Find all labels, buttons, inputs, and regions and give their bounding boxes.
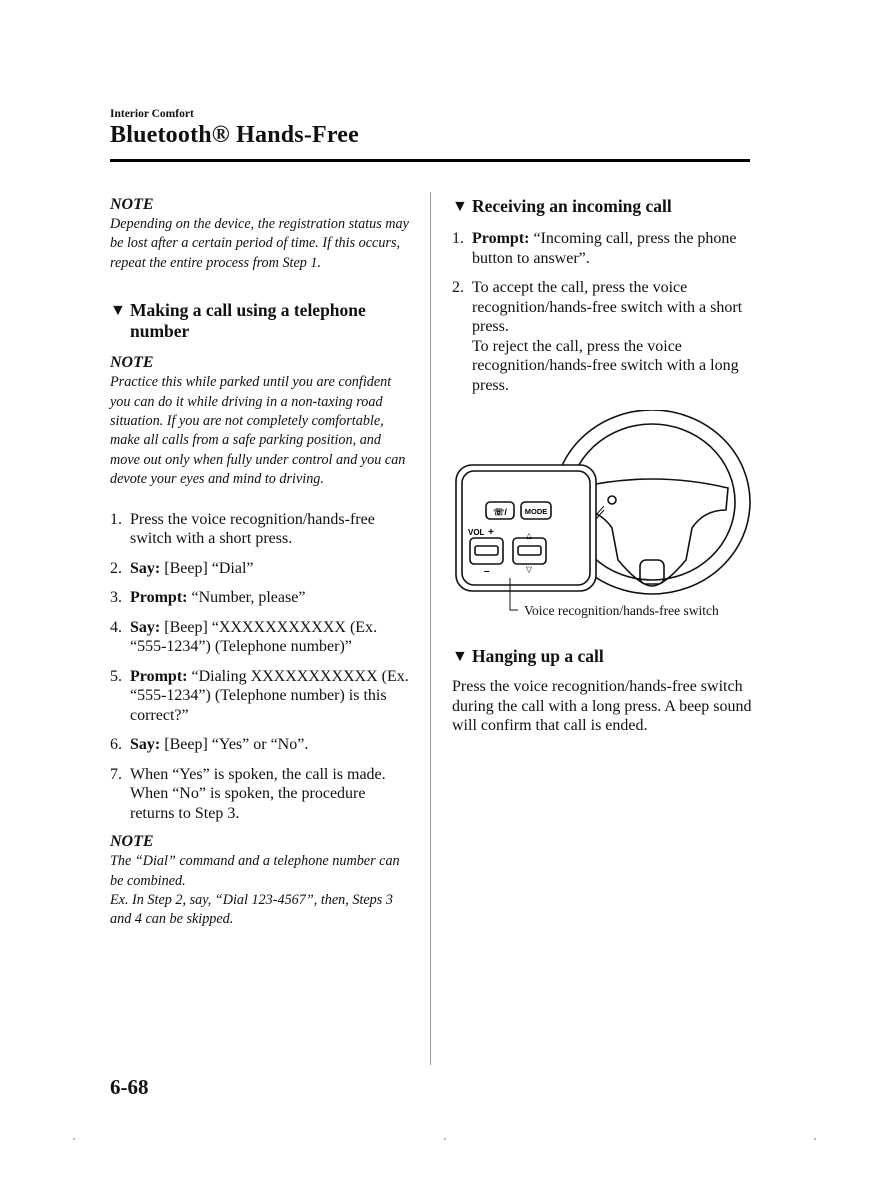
vol-plus-label: +: [488, 527, 494, 538]
heading-text: Receiving an incoming call: [472, 196, 672, 216]
page-title: Bluetooth® Hands-Free: [110, 122, 360, 148]
heading-text: Making a call using a telephone number: [130, 300, 366, 342]
list-item: 6. Say: [Beep] “Yes” or “No”.: [110, 736, 309, 754]
right-column: [452, 196, 752, 405]
column-divider: [430, 192, 431, 1065]
paragraph: Press the voice recognition/hands-free switch during the call with a long press. A beep sound will confirm that call is ended.: [452, 678, 752, 734]
note-text: Practice this while parked until you are confident you can do it while driving in a non-taxing road situation. If you are not completely comfortable, make all calls from a safe parking position, and move out only when fully under control and you can devote your eyes and mind to driving.: [110, 374, 406, 488]
list-item: 5. Prompt: “Dialing XXXXXXXXXXX (Ex. “555-1234”) (Telephone number) is this correct?”: [110, 667, 409, 724]
seek-down-icon: ▽: [525, 565, 533, 574]
seek-up-icon: △: [525, 531, 533, 540]
title-rule: [110, 159, 750, 162]
list-item: 4. Say: [Beep] “XXXXXXXXXXX (Ex. “555-1234”) (Telephone number)”: [110, 618, 378, 656]
triangle-down-icon: ▼: [110, 302, 126, 320]
list-item: 2. Say: [Beep] “Dial”: [110, 559, 254, 577]
list-item: 1. Press the voice recognition/hands-free switch with a short press.: [110, 510, 375, 548]
figure-caption: Voice recognition/hands-free switch: [524, 603, 719, 618]
vol-minus-label: –: [484, 566, 490, 577]
note-block: [110, 833, 410, 930]
triangle-down-icon: ▼: [452, 648, 468, 665]
note-text: Depending on the device, the registration status may be lost after a certain period of time. If this occurs, repeat the entire process from Step 1.: [110, 216, 409, 271]
note-text: The “Dial” command and a telephone number can be combined.: [110, 853, 400, 889]
note-label: NOTE: [110, 196, 154, 213]
mode-button-label: MODE: [524, 507, 548, 516]
note-block: [110, 196, 410, 273]
note-label: NOTE: [110, 833, 154, 851]
hanging-up-section: [452, 646, 752, 736]
section-heading-making-call: [110, 300, 410, 342]
list-item: 1. Prompt: “Incoming call, press the phone button to answer”.: [452, 230, 737, 267]
note-block: [110, 354, 410, 489]
note-label: NOTE: [110, 354, 154, 372]
list-item: 7. When “Yes” is spoken, the call is made. When “No” is spoken, the procedure returns to Step 3.: [110, 765, 386, 822]
section-heading-receiving-call: [452, 196, 752, 217]
list-item: 2. To accept the call, press the voice recognition/hands-free switch with a short press. To reject the call, press the voice recognition/hands-free switch with a long press.: [452, 279, 743, 394]
section-heading-hanging-up: [452, 646, 752, 667]
steps-list: [452, 229, 752, 395]
vol-label: VOL: [468, 528, 485, 537]
note-text: Ex. In Step 2, say, “Dial 123-4567”, then, Steps 3 and 4 can be skipped.: [110, 891, 393, 928]
steering-wheel-illustration: [454, 410, 752, 625]
left-column: [110, 196, 410, 930]
list-item: 3. Prompt: “Number, please”: [110, 589, 306, 607]
heading-text: Hanging up a call: [472, 646, 604, 666]
steps-list: [110, 510, 410, 824]
talk-button-icon: ☏/: [493, 507, 507, 517]
page-number: 6-68: [110, 1075, 149, 1099]
section-label: Interior Comfort: [110, 108, 194, 120]
triangle-down-icon: ▼: [452, 198, 468, 215]
